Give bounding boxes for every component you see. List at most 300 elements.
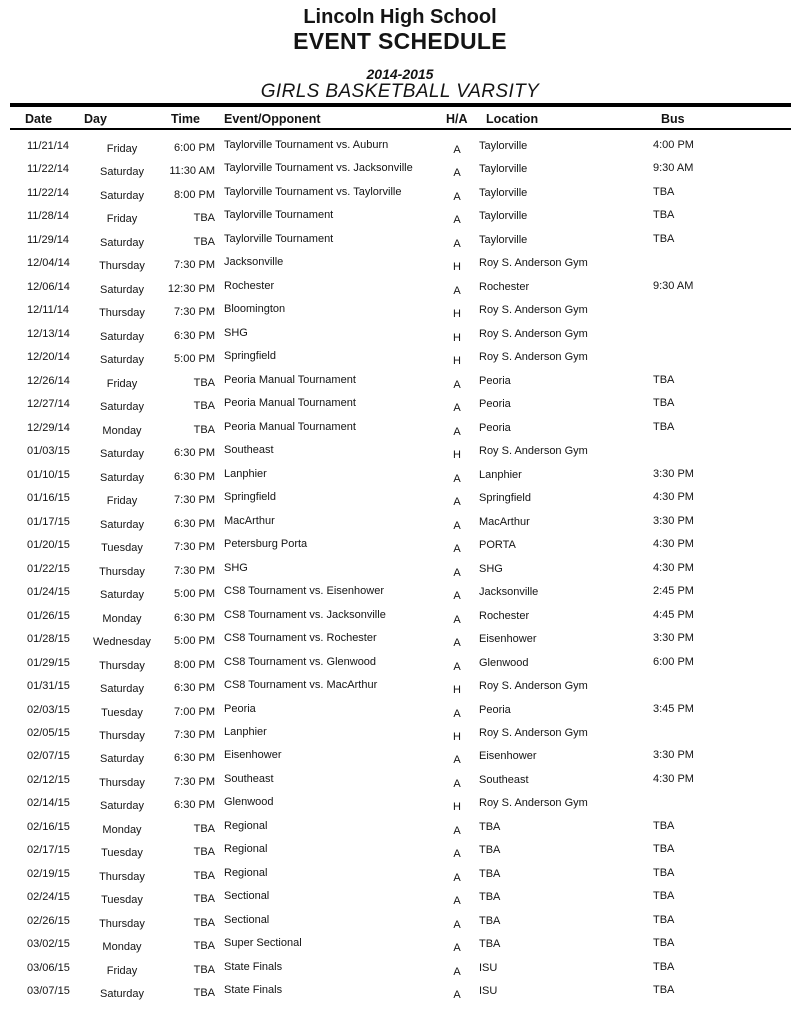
cell-bus: 3:30 PM	[653, 632, 694, 645]
cell-event: Jacksonville	[224, 256, 284, 269]
cell-time: 6:30 PM	[174, 447, 215, 460]
cell-time: 6:00 PM	[174, 142, 215, 154]
cell-bus: 4:30 PM	[653, 538, 694, 551]
table-row	[0, 840, 800, 863]
table-row	[0, 300, 800, 323]
cell-date: 12/27/14	[27, 398, 70, 411]
cell-date: 12/20/14	[27, 351, 70, 364]
table-row	[0, 136, 800, 159]
cell-time: 5:00 PM	[174, 588, 215, 601]
cell-date: 11/22/14	[27, 186, 70, 199]
table-row	[0, 629, 800, 652]
cell-bus: 4:00 PM	[653, 139, 694, 151]
cell-day: Thursday	[99, 870, 145, 883]
table-row	[0, 394, 800, 417]
cell-day: Thursday	[99, 260, 145, 273]
cell-ha: A	[453, 425, 461, 438]
cell-time: 7:30 PM	[174, 541, 215, 554]
table-row	[0, 606, 800, 629]
cell-bus: 3:30 PM	[653, 467, 694, 480]
school-name: Lincoln High School	[303, 6, 497, 28]
cell-time: 7:30 PM	[174, 775, 215, 788]
cell-day: Thursday	[99, 565, 145, 578]
cell-day: Saturday	[99, 753, 145, 766]
cell-date: 01/16/15	[27, 492, 70, 505]
cell-ha: H	[453, 801, 461, 814]
cell-bus: TBA	[653, 984, 675, 997]
cell-ha: A	[453, 871, 461, 884]
cell-ha: A	[453, 754, 461, 767]
cell-event: CS8 Tournament vs. MacArthur	[224, 679, 378, 692]
column-header-event: Event/Opponent	[224, 112, 321, 126]
cell-time: TBA	[193, 987, 215, 1000]
cell-bus: TBA	[653, 420, 675, 433]
cell-day: Saturday	[99, 800, 145, 813]
cell-ha: A	[453, 918, 461, 931]
cell-event: Petersburg Porta	[224, 538, 308, 551]
table-row	[0, 512, 800, 535]
cell-date: 01/28/15	[27, 633, 70, 646]
cell-location: Peoria	[479, 398, 511, 411]
cell-date: 02/24/15	[27, 891, 70, 904]
cell-day: Tuesday	[101, 706, 143, 719]
table-row	[0, 183, 800, 206]
cell-location: TBA	[479, 891, 501, 904]
table-row	[0, 535, 800, 558]
cell-bus: TBA	[653, 866, 675, 879]
cell-bus: TBA	[653, 232, 675, 245]
cell-ha: A	[453, 566, 461, 579]
cell-time: 5:00 PM	[174, 353, 215, 366]
cell-event: Regional	[224, 843, 268, 856]
cell-event: CS8 Tournament vs. Jacksonville	[224, 608, 386, 621]
cell-location: Taylorville	[479, 210, 528, 223]
cell-bus: 4:45 PM	[653, 608, 694, 621]
cell-ha: A	[453, 144, 461, 156]
cell-date: 03/07/15	[27, 985, 70, 998]
cell-bus: 3:30 PM	[653, 749, 694, 762]
cell-time: 7:30 PM	[174, 564, 215, 577]
cell-day: Thursday	[99, 659, 145, 672]
cell-day: Monday	[102, 612, 142, 625]
table-row	[0, 981, 800, 1004]
cell-bus: 2:45 PM	[653, 585, 694, 598]
cell-event: SHG	[224, 561, 248, 574]
table-row	[0, 746, 800, 769]
cell-location: Southeast	[479, 773, 529, 786]
cell-ha: H	[453, 308, 461, 321]
cell-date: 02/12/15	[27, 773, 70, 786]
cell-location: Springfield	[479, 492, 531, 505]
cell-ha: A	[453, 965, 461, 978]
cell-time: TBA	[193, 822, 215, 835]
cell-time: TBA	[193, 940, 215, 953]
column-header-bus: Bus	[661, 112, 685, 126]
column-header-date: Date	[25, 112, 53, 126]
cell-date: 02/05/15	[27, 727, 70, 739]
cell-bus: TBA	[653, 185, 675, 198]
cell-bus: TBA	[653, 373, 675, 386]
table-row	[0, 277, 800, 300]
cell-day: Saturday	[99, 471, 145, 484]
cell-event: Springfield	[224, 350, 276, 363]
cell-event: State Finals	[224, 984, 283, 997]
cell-day: Friday	[106, 143, 138, 155]
cell-day: Tuesday	[101, 542, 143, 555]
cell-day: Tuesday	[101, 894, 143, 907]
table-row	[0, 347, 800, 370]
table-row	[0, 864, 800, 887]
cell-location: TBA	[479, 867, 501, 880]
cell-location: Lanphier	[479, 468, 522, 481]
cell-date: 11/22/14	[27, 163, 70, 176]
cell-event: Taylorville Tournament vs. Auburn	[224, 139, 389, 151]
cell-location: PORTA	[479, 539, 516, 552]
column-header-day: Day	[84, 112, 107, 126]
cell-date: 11/29/14	[27, 233, 70, 246]
table-row	[0, 911, 800, 934]
table-row	[0, 934, 800, 957]
cell-bus: TBA	[653, 913, 675, 926]
cell-date: 12/11/14	[27, 304, 70, 317]
table-row	[0, 371, 800, 394]
cell-bus: 9:30 AM	[653, 279, 694, 292]
column-header-time: Time	[171, 112, 200, 126]
cell-time: 6:30 PM	[174, 470, 215, 483]
cell-event: Peoria Manual Tournament	[224, 373, 356, 386]
table-row	[0, 653, 800, 676]
cell-ha: A	[453, 472, 461, 485]
cell-date: 01/29/15	[27, 656, 70, 669]
cell-date: 12/04/14	[27, 257, 70, 270]
table-row	[0, 793, 800, 816]
cell-event: Taylorville Tournament vs. Jacksonville	[224, 162, 413, 175]
cell-event: Peoria Manual Tournament	[224, 420, 356, 433]
cell-location: Roy S. Anderson Gym	[479, 680, 588, 693]
cell-time: 6:30 PM	[174, 682, 215, 695]
cell-event: SHG	[224, 326, 248, 339]
cell-ha: H	[453, 261, 461, 274]
cell-location: Rochester	[479, 280, 530, 293]
cell-day: Friday	[106, 213, 138, 226]
cell-bus: 9:30 AM	[653, 162, 694, 175]
table-row	[0, 559, 800, 582]
cell-bus: TBA	[653, 397, 675, 410]
cell-ha: A	[453, 942, 461, 955]
cell-location: Taylorville	[479, 140, 528, 152]
cell-bus: 3:45 PM	[653, 702, 694, 715]
cell-ha: H	[453, 331, 461, 344]
cell-ha: A	[453, 707, 461, 720]
cell-day: Thursday	[99, 730, 145, 742]
top-rule	[10, 103, 791, 107]
cell-time: 6:30 PM	[174, 752, 215, 765]
cell-time: TBA	[193, 869, 215, 882]
cell-day: Saturday	[99, 189, 145, 202]
cell-ha: A	[453, 214, 461, 227]
cell-event: CS8 Tournament vs. Rochester	[224, 632, 377, 645]
cell-location: SHG	[479, 562, 503, 575]
table-row	[0, 253, 800, 276]
cell-bus: TBA	[653, 209, 675, 222]
cell-bus: TBA	[653, 843, 675, 856]
cell-location: Peoria	[479, 374, 511, 387]
cell-location: Jacksonville	[479, 586, 539, 599]
cell-ha: A	[453, 378, 461, 391]
cell-event: CS8 Tournament vs. Glenwood	[224, 655, 377, 668]
cell-date: 01/17/15	[27, 515, 70, 528]
cell-location: Roy S. Anderson Gym	[479, 727, 588, 739]
cell-date: 11/21/14	[27, 140, 70, 152]
cell-ha: A	[453, 777, 461, 790]
cell-date: 12/29/14	[27, 421, 70, 434]
cell-bus: TBA	[653, 960, 675, 973]
cell-location: Roy S. Anderson Gym	[479, 327, 588, 340]
cell-ha: A	[453, 613, 461, 626]
cell-event: State Finals	[224, 960, 283, 973]
cell-time: 7:30 PM	[174, 729, 215, 741]
cell-date: 02/16/15	[27, 820, 70, 833]
table-row	[0, 958, 800, 981]
cell-time: TBA	[193, 916, 215, 929]
cell-event: Taylorville Tournament vs. Taylorville	[224, 185, 402, 198]
table-row	[0, 817, 800, 840]
cell-time: 8:00 PM	[174, 188, 215, 201]
cell-location: Taylorville	[479, 186, 528, 199]
team-label: GIRLS BASKETBALL VARSITY	[260, 81, 540, 102]
table-row	[0, 887, 800, 910]
season-label: 2014-2015	[366, 66, 434, 82]
cell-time: TBA	[193, 893, 215, 906]
cell-date: 03/06/15	[27, 961, 70, 974]
cell-ha: H	[453, 731, 461, 743]
cell-ha: A	[453, 284, 461, 297]
cell-day: Saturday	[99, 354, 145, 367]
cell-event: Sectional	[224, 913, 270, 926]
table-row	[0, 324, 800, 347]
cell-time: TBA	[193, 963, 215, 976]
cell-event: Peoria	[224, 702, 256, 715]
cell-day: Saturday	[99, 448, 145, 461]
cell-date: 12/06/14	[27, 280, 70, 293]
cell-time: 7:30 PM	[174, 306, 215, 319]
cell-bus: 4:30 PM	[653, 561, 694, 574]
cell-location: TBA	[479, 820, 501, 833]
cell-date: 03/02/15	[27, 938, 70, 951]
table-row	[0, 676, 800, 699]
table-row	[0, 159, 800, 182]
cell-bus: 4:30 PM	[653, 772, 694, 785]
cell-location: Taylorville	[479, 233, 528, 246]
cell-location: TBA	[479, 844, 501, 857]
cell-event: Regional	[224, 866, 268, 879]
cell-ha: A	[453, 848, 461, 861]
cell-ha: H	[453, 684, 461, 697]
table-row	[0, 206, 800, 229]
cell-time: TBA	[193, 400, 215, 413]
cell-ha: A	[453, 989, 461, 1002]
cell-time: 7:00 PM	[174, 705, 215, 718]
cell-event: Eisenhower	[224, 749, 282, 762]
cell-day: Saturday	[99, 683, 145, 696]
cell-date: 02/26/15	[27, 914, 70, 927]
cell-bus: TBA	[653, 937, 675, 950]
cell-bus: TBA	[653, 819, 675, 832]
cell-time: 8:00 PM	[174, 658, 215, 671]
cell-day: Saturday	[99, 589, 145, 602]
cell-time: TBA	[193, 235, 215, 248]
cell-location: Rochester	[479, 609, 530, 622]
cell-time: TBA	[193, 423, 215, 436]
cell-day: Saturday	[99, 518, 145, 531]
cell-ha: A	[453, 519, 461, 532]
cell-date: 02/03/15	[27, 703, 70, 716]
cell-location: ISU	[479, 985, 498, 998]
cell-bus: 6:00 PM	[653, 655, 694, 668]
cell-day: Monday	[102, 424, 142, 437]
table-row	[0, 441, 800, 464]
cell-day: Saturday	[99, 166, 145, 179]
column-header-ha: H/A	[446, 112, 468, 126]
cell-time: 6:30 PM	[174, 517, 215, 530]
header-underline	[10, 128, 791, 130]
cell-location: Roy S. Anderson Gym	[479, 797, 588, 810]
cell-date: 02/07/15	[27, 750, 70, 763]
cell-day: Friday	[106, 495, 138, 508]
cell-ha: A	[453, 895, 461, 908]
cell-location: Eisenhower	[479, 633, 537, 646]
cell-location: TBA	[479, 938, 501, 951]
cell-date: 01/24/15	[27, 586, 70, 599]
cell-event: CS8 Tournament vs. Eisenhower	[224, 585, 384, 598]
cell-date: 12/26/14	[27, 374, 70, 387]
cell-event: MacArthur	[224, 514, 275, 527]
cell-ha: A	[453, 237, 461, 250]
cell-time: TBA	[193, 846, 215, 859]
table-row	[0, 700, 800, 723]
cell-day: Friday	[106, 964, 138, 977]
cell-time: 6:30 PM	[174, 329, 215, 342]
cell-ha: A	[453, 496, 461, 509]
cell-time: 6:30 PM	[174, 611, 215, 624]
cell-event: Taylorville Tournament	[224, 232, 334, 245]
cell-event: Super Sectional	[224, 937, 302, 950]
cell-day: Friday	[106, 377, 138, 390]
cell-bus: 4:30 PM	[653, 491, 694, 504]
cell-location: Taylorville	[479, 163, 528, 176]
cell-event: Lanphier	[224, 467, 267, 480]
cell-ha: H	[453, 449, 461, 462]
cell-day: Saturday	[99, 330, 145, 343]
cell-event: Sectional	[224, 890, 270, 903]
cell-location: Roy S. Anderson Gym	[479, 304, 588, 317]
cell-location: ISU	[479, 961, 498, 974]
cell-day: Saturday	[99, 988, 145, 1001]
cell-time: 12:30 PM	[167, 282, 215, 295]
cell-time: TBA	[193, 212, 215, 225]
cell-day: Monday	[102, 823, 142, 836]
cell-day: Thursday	[99, 307, 145, 320]
cell-date: 02/19/15	[27, 867, 70, 880]
table-row	[0, 488, 800, 511]
cell-date: 02/17/15	[27, 844, 70, 857]
cell-event: Regional	[224, 819, 268, 832]
table-row	[0, 723, 800, 746]
cell-time: TBA	[193, 376, 215, 389]
cell-time: 7:30 PM	[174, 494, 215, 507]
cell-ha: A	[453, 637, 461, 650]
cell-day: Monday	[102, 941, 142, 954]
cell-day: Saturday	[99, 283, 145, 296]
cell-location: MacArthur	[479, 515, 530, 528]
cell-day: Tuesday	[101, 847, 143, 860]
cell-ha: A	[453, 190, 461, 203]
cell-location: Peoria	[479, 421, 511, 434]
cell-event: Taylorville Tournament	[224, 209, 334, 222]
cell-date: 11/28/14	[27, 210, 70, 223]
cell-location: Roy S. Anderson Gym	[479, 445, 588, 458]
cell-time: 7:30 PM	[174, 259, 215, 272]
table-row	[0, 465, 800, 488]
cell-date: 01/20/15	[27, 539, 70, 552]
cell-date: 12/13/14	[27, 327, 70, 340]
cell-ha: A	[453, 543, 461, 556]
cell-event: Southeast	[224, 444, 274, 457]
cell-bus: TBA	[653, 890, 675, 903]
cell-date: 01/26/15	[27, 609, 70, 622]
cell-date: 01/22/15	[27, 562, 70, 575]
cell-event: Lanphier	[224, 726, 267, 738]
cell-date: 01/03/15	[27, 445, 70, 458]
cell-day: Thursday	[99, 776, 145, 789]
cell-location: TBA	[479, 914, 501, 927]
cell-day: Wednesday	[93, 636, 151, 649]
cell-ha: A	[453, 402, 461, 415]
cell-location: Roy S. Anderson Gym	[479, 257, 588, 270]
cell-event: Rochester	[224, 279, 275, 292]
cell-event: Springfield	[224, 491, 276, 504]
cell-event: Glenwood	[224, 796, 274, 809]
column-header-location: Location	[486, 112, 539, 126]
table-row	[0, 418, 800, 441]
cell-ha: A	[453, 590, 461, 603]
cell-ha: A	[453, 167, 461, 180]
cell-date: 02/14/15	[27, 797, 70, 810]
cell-ha: H	[453, 355, 461, 368]
cell-day: Saturday	[99, 401, 145, 414]
cell-date: 01/31/15	[27, 680, 70, 693]
table-row	[0, 582, 800, 605]
cell-event: Southeast	[224, 772, 274, 785]
cell-time: 5:00 PM	[174, 635, 215, 648]
cell-date: 01/10/15	[27, 468, 70, 481]
cell-ha: A	[453, 660, 461, 673]
cell-event: Peoria Manual Tournament	[224, 397, 356, 410]
cell-event: Bloomington	[224, 303, 286, 316]
table-row	[0, 770, 800, 793]
document-title: EVENT SCHEDULE	[293, 28, 507, 54]
cell-day: Thursday	[99, 917, 145, 930]
cell-time: 11:30 AM	[169, 165, 215, 178]
cell-location: Roy S. Anderson Gym	[479, 351, 588, 364]
cell-bus: 3:30 PM	[653, 514, 694, 527]
cell-location: Eisenhower	[479, 750, 537, 763]
table-row	[0, 230, 800, 253]
cell-day: Saturday	[99, 236, 145, 249]
cell-time: 6:30 PM	[174, 799, 215, 812]
cell-location: Peoria	[479, 703, 511, 716]
cell-location: Glenwood	[479, 656, 529, 669]
